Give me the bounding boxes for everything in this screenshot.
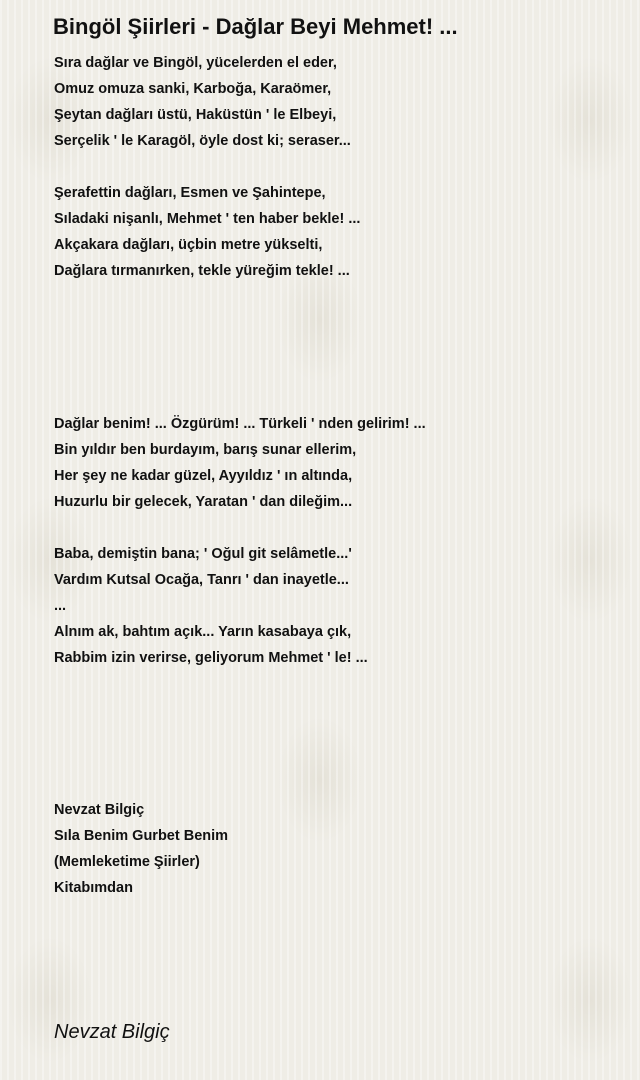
stanza-1 (54, 50, 351, 154)
book-subtitle: (Memleketime Şiirler) (54, 854, 200, 870)
book-title: Sıla Benim Gurbet Benim (54, 828, 229, 844)
source-note: Kitabımdan (54, 880, 133, 896)
poem-line: Huzurlu bir gelecek, Yaratan ' dan dileğim... (54, 494, 353, 510)
poem-line: Dağlara tırmanırken, tekle yüreğim tekle! ... (54, 263, 350, 279)
author-name: Nevzat Bilgiç (54, 802, 145, 818)
stanza-author-note (54, 797, 228, 901)
poem-line: Bin yıldır ben burdayım, barış sunar ellerim, (54, 442, 357, 458)
stanza-4 (54, 541, 368, 671)
poem-line: Serçelik ' le Karagöl, öyle dost ki; seraser... (54, 133, 351, 149)
poem-line: Baba, demiştin bana; ' Oğul git selâmetle...' (54, 546, 352, 562)
poem-line: ... (54, 598, 67, 614)
stanza-3 (54, 411, 426, 515)
poem-line: Şerafettin dağları, Esmen ve Şahintepe, (54, 185, 326, 201)
poem-line: Dağlar benim! ... Özgürüm! ... Türkeli ' nden gelirim! ... (54, 416, 426, 432)
poem-line: Rabbim izin verirse, geliyorum Mehmet ' le! ... (54, 650, 368, 666)
poem-line: Akçakara dağları, üçbin metre yükselti, (54, 237, 323, 253)
poem-line: Sıra dağlar ve Bingöl, yücelerden el eder, (54, 55, 337, 71)
poem-title: Bingöl Şiirleri - Dağlar Beyi Mehmet! ... (53, 14, 458, 39)
author-signature: Nevzat Bilgiç (54, 1021, 170, 1043)
poem-line: Alnım ak, bahtım açık... Yarın kasabaya çık, (54, 624, 352, 640)
poem-line: Omuz omuza sanki, Karboğa, Karaömer, (54, 81, 332, 97)
poem-line: Şeytan dağları üstü, Haküstün ' le Elbeyi, (54, 107, 337, 123)
poem-line: Vardım Kutsal Ocağa, Tanrı ' dan inayetle... (54, 572, 349, 588)
stanza-2 (54, 180, 360, 284)
poem-line: Sıladaki nişanlı, Mehmet ' ten haber bekle! ... (54, 211, 361, 227)
poem-line: Her şey ne kadar güzel, Ayyıldız ' ın altında, (54, 468, 353, 484)
